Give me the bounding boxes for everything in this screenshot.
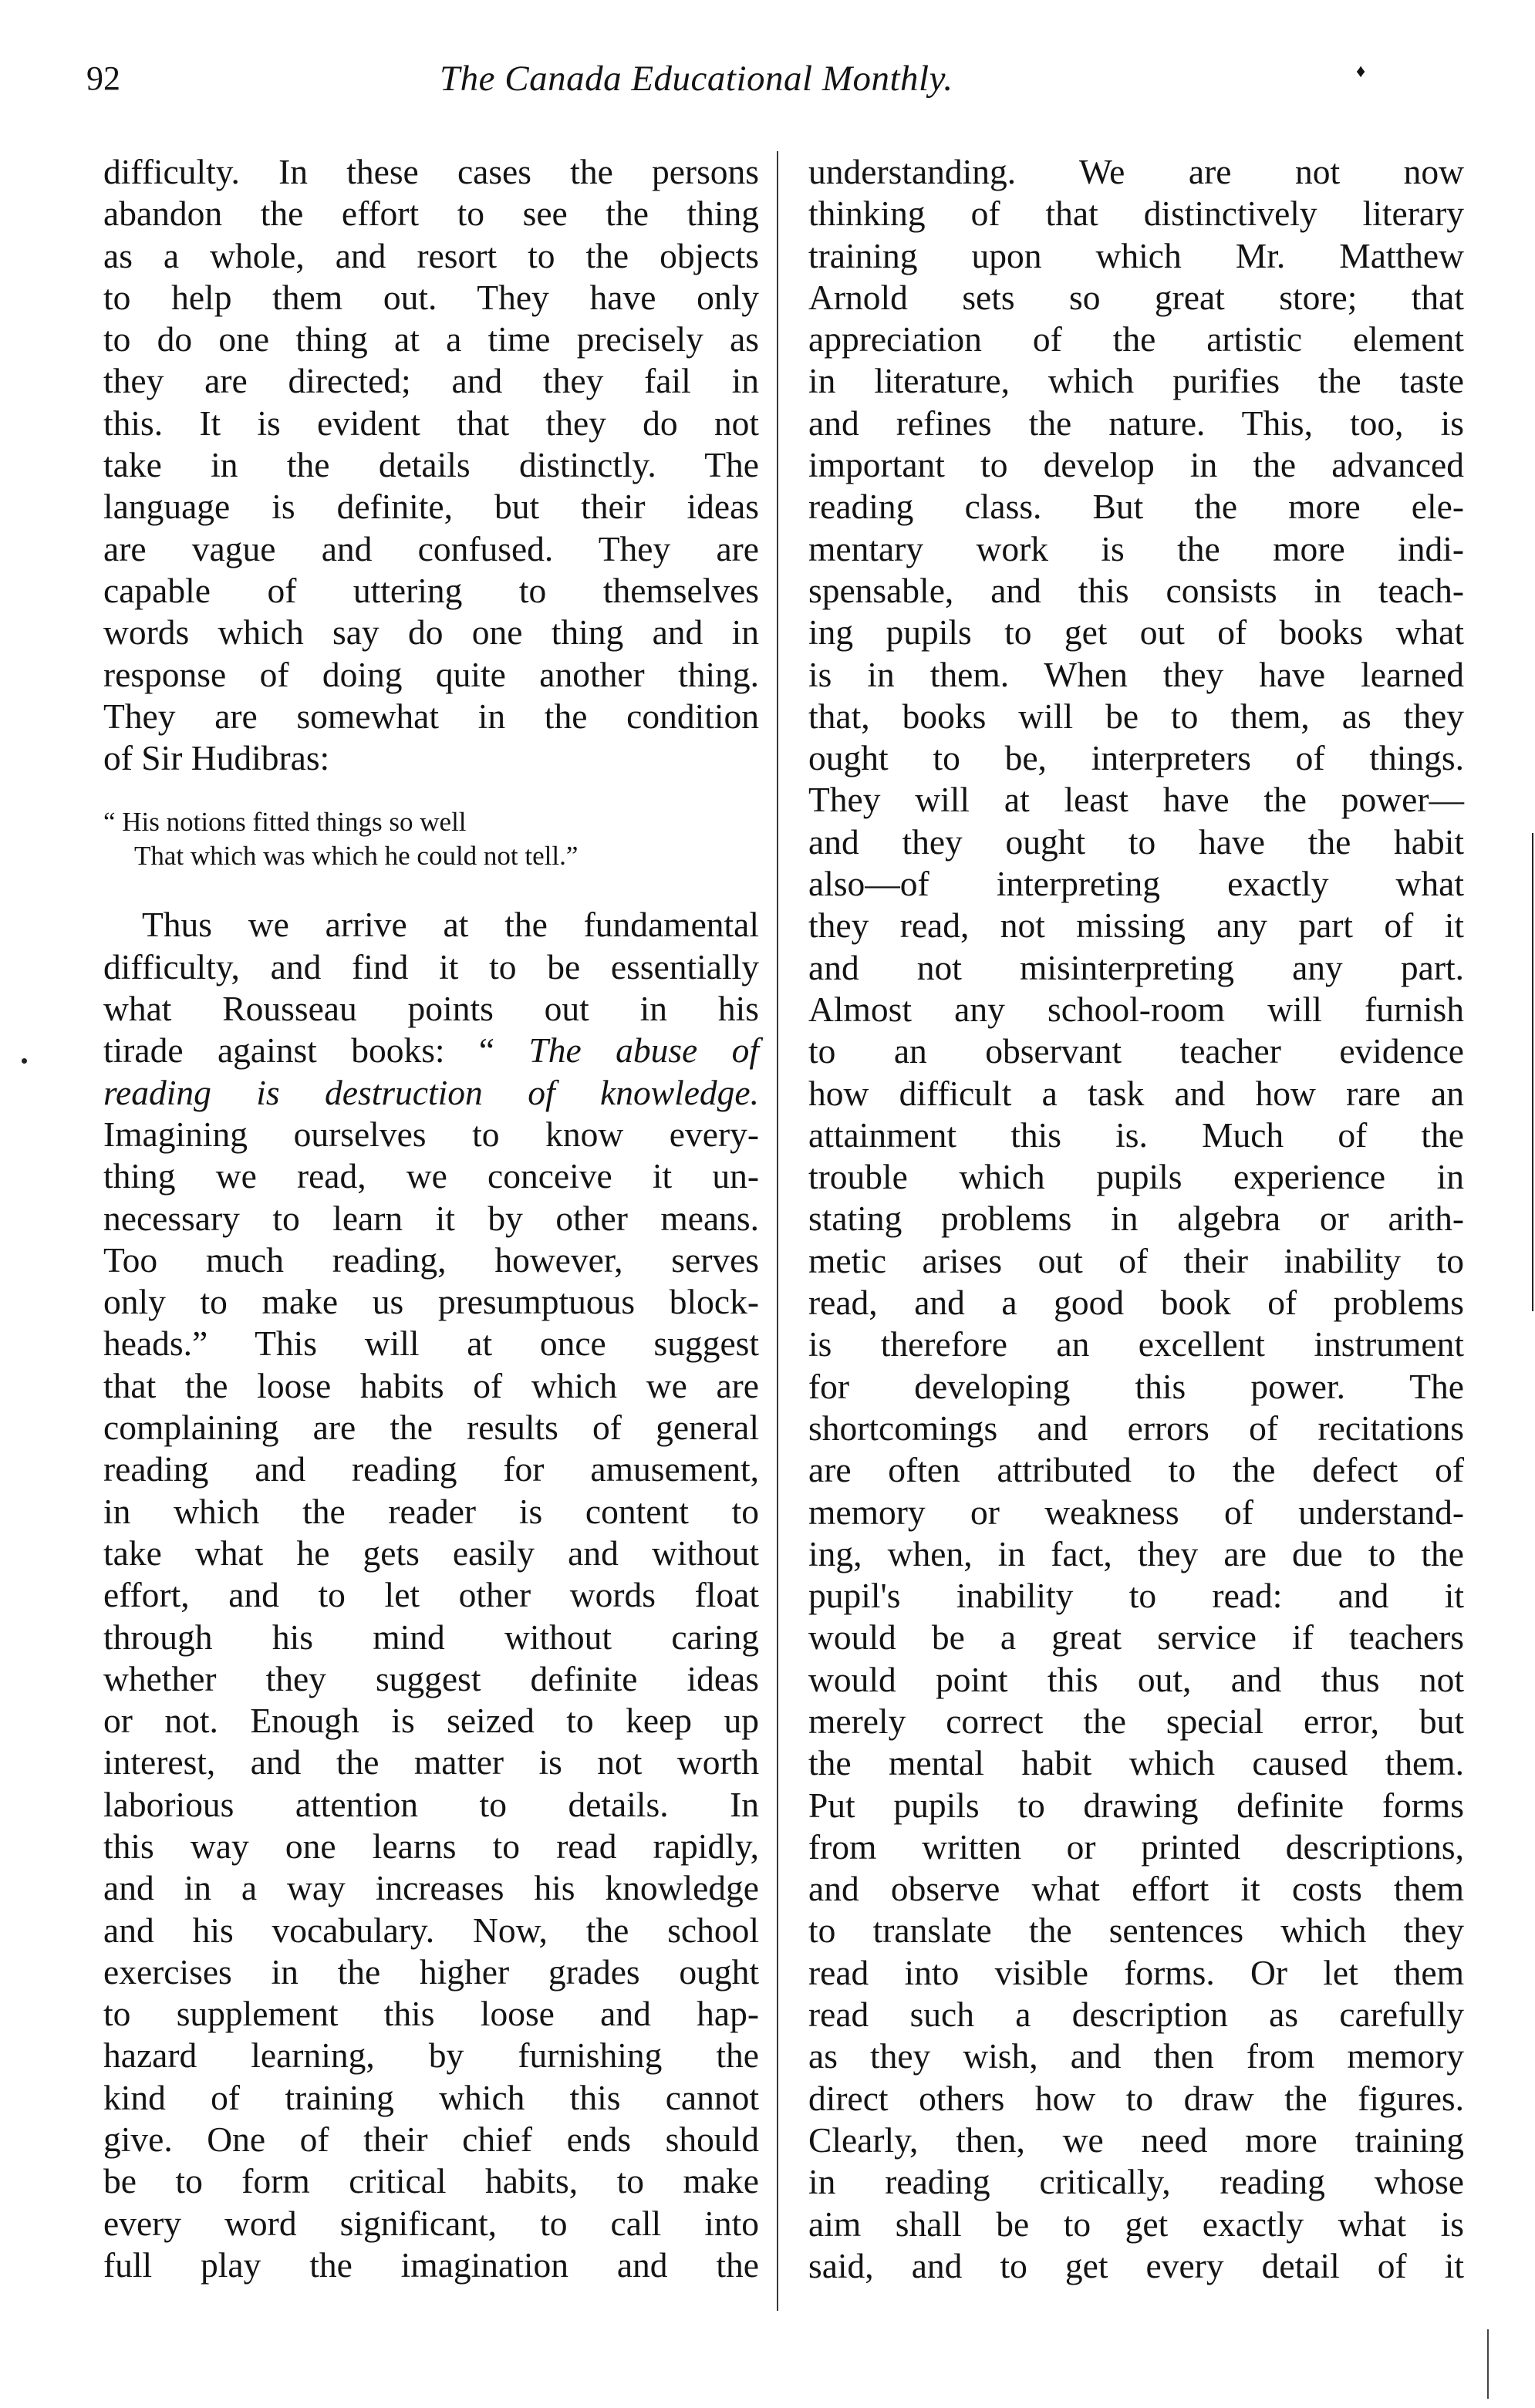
- left-paragraph-2: [103, 904, 759, 2286]
- text-line: of Sir Hudibras:: [103, 738, 330, 778]
- margin-dot: [22, 1058, 27, 1064]
- text-line: be to form critical habits, to make: [103, 2161, 759, 2201]
- text-line: response of doing quite another thing.: [103, 654, 759, 694]
- text-line: take what he gets easily and without: [103, 1533, 759, 1573]
- text-line: every word significant, to call into: [103, 2203, 759, 2243]
- text-line: to supplement this loose and hap-: [103, 1994, 759, 2034]
- text-line: in reading critically, reading whose: [808, 2162, 1464, 2202]
- text-line: in which the reader is content to: [103, 1491, 759, 1531]
- running-title: The Canada Educational Monthly.: [440, 59, 953, 99]
- text-line: hazard learning, by furnishing the: [103, 2035, 759, 2076]
- text-line: and they ought to have the habit: [808, 821, 1464, 862]
- text-line: give. One of their chief ends should: [103, 2120, 759, 2160]
- text-line: reading class. But the more ele-: [808, 487, 1464, 527]
- text-line: pupil's inability to read: and it: [808, 1576, 1464, 1616]
- right-paragraph: [808, 151, 1464, 2287]
- text-line: are often attributed to the defect of: [808, 1450, 1464, 1490]
- text-line: appreciation of the artistic element: [808, 319, 1464, 359]
- text-line: they read, not missing any part of it: [808, 906, 1464, 946]
- text-line: ing, when, in fact, they are due to the: [808, 1533, 1464, 1573]
- text-line: difficulty. In these cases the persons: [103, 152, 759, 191]
- text-line: They are somewhat in the condition: [103, 696, 759, 736]
- text-line: as they wish, and then from memory: [808, 2036, 1464, 2076]
- text-line: training upon which Mr. Matthew: [808, 235, 1464, 275]
- text-line: reading and reading for amusement,: [103, 1449, 759, 1489]
- text-line: in literature, which purifies the taste: [808, 361, 1464, 401]
- text-line: merely correct the special error, but: [808, 1701, 1464, 1741]
- text-line: to translate the sentences which they: [808, 1911, 1464, 1951]
- text-line: spensable, and this consists in teach-: [808, 570, 1464, 610]
- text-line: ought to be, interpreters of things.: [808, 738, 1464, 778]
- text-line: Put pupils to drawing definite forms: [808, 1785, 1464, 1825]
- text-line: to do one thing at a time precisely as: [103, 319, 759, 359]
- text-line: read into visible forms. Or let them: [808, 1952, 1464, 1992]
- text-line: kind of training which this cannot: [103, 2077, 759, 2117]
- text-line: would point this out, and thus not: [808, 1659, 1464, 1699]
- text-line: laborious attention to details. In: [103, 1784, 759, 1824]
- text-line: capable of uttering to themselves: [103, 570, 759, 610]
- text-line: abandon the effort to see the thing: [103, 194, 759, 234]
- text-line: said, and to get every detail of it: [808, 2245, 1464, 2285]
- text-line: read such a description as carefully: [808, 1995, 1464, 2035]
- text-line: effort, and to let other words float: [103, 1575, 759, 1615]
- text-line: attainment this is. Much of the: [808, 1115, 1464, 1155]
- quote-line: That which was which he could not tell.”: [134, 841, 579, 872]
- text-line: language is definite, but their ideas: [103, 487, 759, 527]
- text-line: the mental habit which caused them.: [808, 1743, 1464, 1783]
- text-line: interest, and the matter is not worth: [103, 1742, 759, 1782]
- text-line: difficulty, and find it to be essentially: [103, 946, 759, 986]
- text-line: Thus we arrive at the fundamental: [142, 905, 759, 945]
- left-column: [103, 151, 759, 2286]
- quote-line: “ His notions fitted things so well: [103, 807, 467, 838]
- text-line: mentary work is the more indi-: [808, 528, 1464, 568]
- text-line: for developing this power. The: [808, 1366, 1464, 1406]
- text-line: read, and a good book of problems: [808, 1283, 1464, 1323]
- text-line: also—of interpreting exactly what: [808, 864, 1464, 904]
- text-line: exercises in the higher grades ought: [103, 1951, 759, 1991]
- page-number: 92: [86, 59, 120, 97]
- text-line: this way one learns to read rapidly,: [103, 1826, 759, 1866]
- text-line: and in a way increases his knowledge: [103, 1868, 759, 1908]
- text-line: ing pupils to get out of books what: [808, 612, 1464, 653]
- margin-rule: [1532, 833, 1533, 1311]
- page-header: [0, 56, 1535, 110]
- text-line: They will at least have the power—: [808, 780, 1464, 820]
- left-paragraph-1: [103, 151, 759, 779]
- text-line: necessary to learn it by other means.: [103, 1198, 759, 1238]
- text-line: aim shall be to get exactly what is: [808, 2204, 1464, 2244]
- block-quote: [103, 805, 759, 873]
- text-line: this. It is evident that they do not: [103, 403, 759, 443]
- text-line: and refines the nature. This, too, is: [808, 403, 1464, 443]
- printer-mark: ♦: [1356, 62, 1366, 82]
- text-line: reading is destruction of knowledge.: [103, 1072, 759, 1112]
- text-line: stating problems in algebra or arith-: [808, 1199, 1464, 1239]
- text-line: important to develop in the advanced: [808, 445, 1464, 485]
- text-line: they are directed; and they fail in: [103, 361, 759, 401]
- text-line: how difficult a task and how rare an: [808, 1073, 1464, 1113]
- text-line: to help them out. They have only: [103, 277, 759, 317]
- text-line: heads.” This will at once suggest: [103, 1324, 759, 1364]
- text-line: Clearly, then, we need more training: [808, 2120, 1464, 2160]
- text-line: Arnold sets so great store; that: [808, 277, 1464, 317]
- text-line: memory or weakness of understand-: [808, 1492, 1464, 1532]
- text-line: to an observant teacher evidence: [808, 1031, 1464, 1071]
- text-line: whether they suggest definite ideas: [103, 1658, 759, 1698]
- text-line: is in them. When they have learned: [808, 654, 1464, 694]
- text-line: tirade against books: “ The abuse of: [103, 1030, 759, 1071]
- text-line: direct others how to draw the figures.: [808, 2078, 1464, 2118]
- text-line: thing we read, we conceive it un-: [103, 1156, 759, 1196]
- text-line: Imagining ourselves to know every-: [103, 1114, 759, 1154]
- text-line: and his vocabulary. Now, the school: [103, 1910, 759, 1950]
- text-line: take in the details distinctly. The: [103, 445, 759, 485]
- text-line: what Rousseau points out in his: [103, 989, 759, 1029]
- text-line: only to make us presumptuous block-: [103, 1282, 759, 1322]
- right-column: [808, 151, 1464, 2287]
- text-line: through his mind without caring: [103, 1617, 759, 1657]
- text-line: understanding. We are not now: [808, 152, 1464, 191]
- text-line: trouble which pupils experience in: [808, 1157, 1464, 1197]
- margin-rule-bottom: [1487, 2329, 1489, 2399]
- text-line: Almost any school-room will furnish: [808, 989, 1464, 1029]
- text-line: and observe what effort it costs them: [808, 1869, 1464, 1909]
- column-divider: [777, 151, 778, 2311]
- text-line: and not misinterpreting any part.: [808, 947, 1464, 987]
- text-line: thinking of that distinctively literary: [808, 194, 1464, 234]
- text-line: metic arises out of their inability to: [808, 1240, 1464, 1280]
- text-line: shortcomings and errors of recitations: [808, 1408, 1464, 1448]
- text-line: Too much reading, however, serves: [103, 1239, 759, 1280]
- text-line: from written or printed descriptions,: [808, 1826, 1464, 1867]
- text-line: is therefore an excellent instrument: [808, 1324, 1464, 1364]
- text-line: are vague and confused. They are: [103, 528, 759, 568]
- text-line: as a whole, and resort to the objects: [103, 235, 759, 275]
- text-line: full play the imagination and the: [103, 2244, 759, 2285]
- text-line: that the loose habits of which we are: [103, 1365, 759, 1405]
- text-line: words which say do one thing and in: [103, 612, 759, 653]
- text-line: that, books will be to them, as they: [808, 696, 1464, 736]
- text-line: or not. Enough is seized to keep up: [103, 1701, 759, 1741]
- text-line: would be a great service if teachers: [808, 1617, 1464, 1658]
- text-line: complaining are the results of general: [103, 1408, 759, 1448]
